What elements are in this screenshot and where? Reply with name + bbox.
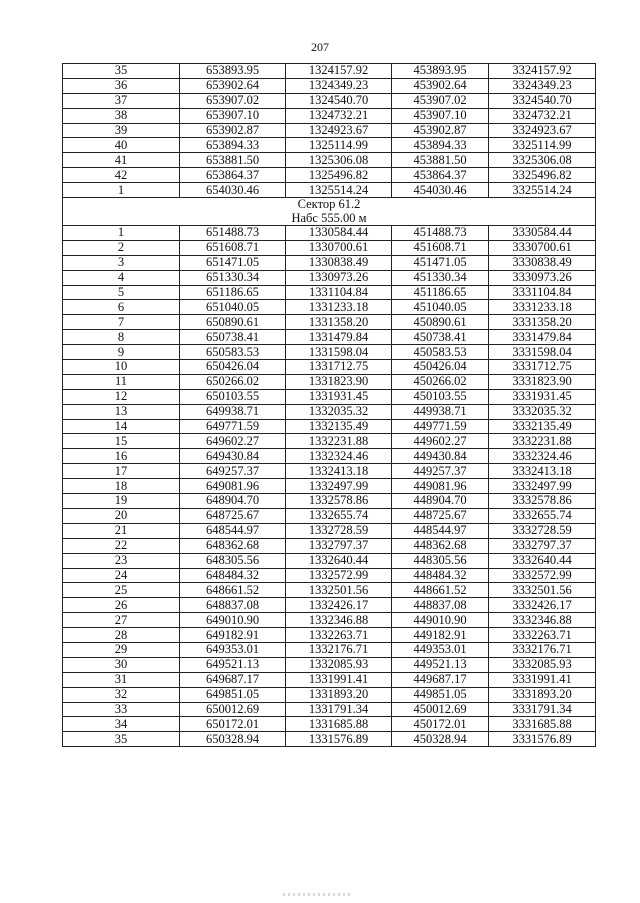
y-local-cell: 1330838.49 [286, 255, 392, 270]
point-number-cell: 24 [63, 568, 180, 583]
point-number-cell: 38 [63, 108, 180, 123]
x-alt-cell: 450172.01 [392, 717, 489, 732]
y-local-cell: 1332640.44 [286, 553, 392, 568]
x-local-cell: 649081.96 [180, 479, 286, 494]
y-local-cell: 1332655.74 [286, 508, 392, 523]
x-local-cell: 648362.68 [180, 538, 286, 553]
table-row [63, 108, 596, 123]
point-number-cell: 35 [63, 732, 180, 747]
y-local-cell: 1331685.88 [286, 717, 392, 732]
y-local-cell: 1331598.04 [286, 345, 392, 360]
point-number-cell: 20 [63, 508, 180, 523]
coordinates-table [62, 63, 596, 747]
y-local-cell: 1332085.93 [286, 657, 392, 672]
x-local-cell: 648305.56 [180, 553, 286, 568]
table-row [63, 657, 596, 672]
y-alt-cell: 3331931.45 [489, 389, 596, 404]
x-local-cell: 650266.02 [180, 374, 286, 389]
y-local-cell: 1331233.18 [286, 300, 392, 315]
table-row [63, 717, 596, 732]
y-alt-cell: 3324540.70 [489, 93, 596, 108]
table-row [63, 508, 596, 523]
x-local-cell: 653881.50 [180, 153, 286, 168]
x-alt-cell: 451186.65 [392, 285, 489, 300]
y-alt-cell: 3330584.44 [489, 226, 596, 241]
y-alt-cell: 3332263.71 [489, 628, 596, 643]
x-alt-cell: 448837.08 [392, 598, 489, 613]
y-local-cell: 1332501.56 [286, 583, 392, 598]
x-local-cell: 650012.69 [180, 702, 286, 717]
x-alt-cell: 448484.32 [392, 568, 489, 583]
x-alt-cell: 450103.55 [392, 389, 489, 404]
x-alt-cell: 449851.05 [392, 687, 489, 702]
y-local-cell: 1331358.20 [286, 315, 392, 330]
y-local-cell: 1332176.71 [286, 642, 392, 657]
x-alt-cell: 453902.64 [392, 78, 489, 93]
scan-artifact [283, 893, 353, 896]
table-row [63, 479, 596, 494]
y-local-cell: 1332572.99 [286, 568, 392, 583]
x-alt-cell: 450266.02 [392, 374, 489, 389]
table-row [63, 598, 596, 613]
y-local-cell: 1324540.70 [286, 93, 392, 108]
x-local-cell: 651186.65 [180, 285, 286, 300]
table-row [63, 732, 596, 747]
point-number-cell: 41 [63, 153, 180, 168]
x-alt-cell: 450328.94 [392, 732, 489, 747]
table-row [63, 93, 596, 108]
x-local-cell: 649687.17 [180, 672, 286, 687]
y-alt-cell: 3332501.56 [489, 583, 596, 598]
point-number-cell: 1 [63, 183, 180, 198]
y-local-cell: 1332413.18 [286, 464, 392, 479]
point-number-cell: 25 [63, 583, 180, 598]
y-local-cell: 1324157.92 [286, 64, 392, 79]
point-number-cell: 8 [63, 330, 180, 345]
table-row [63, 345, 596, 360]
y-alt-cell: 3324157.92 [489, 64, 596, 79]
y-local-cell: 1330973.26 [286, 270, 392, 285]
x-alt-cell: 449430.84 [392, 449, 489, 464]
table-row [63, 360, 596, 375]
x-alt-cell: 453907.02 [392, 93, 489, 108]
point-number-cell: 21 [63, 523, 180, 538]
y-alt-cell: 3324732.21 [489, 108, 596, 123]
sector-elevation: Набс 555.00 м [291, 210, 367, 225]
y-alt-cell: 3325114.99 [489, 138, 596, 153]
y-local-cell: 1325514.24 [286, 183, 392, 198]
table-row [63, 419, 596, 434]
point-number-cell: 14 [63, 419, 180, 434]
table-row [63, 168, 596, 183]
x-alt-cell: 451040.05 [392, 300, 489, 315]
x-alt-cell: 453864.37 [392, 168, 489, 183]
y-alt-cell: 3332035.32 [489, 404, 596, 419]
point-number-cell: 30 [63, 657, 180, 672]
point-number-cell: 11 [63, 374, 180, 389]
x-alt-cell: 449353.01 [392, 642, 489, 657]
table-row [63, 494, 596, 509]
y-alt-cell: 3324923.67 [489, 123, 596, 138]
x-local-cell: 653902.64 [180, 78, 286, 93]
x-local-cell: 653907.02 [180, 93, 286, 108]
y-alt-cell: 3324349.23 [489, 78, 596, 93]
y-local-cell: 1332346.88 [286, 613, 392, 628]
table-row [63, 78, 596, 93]
x-alt-cell: 453902.87 [392, 123, 489, 138]
y-alt-cell: 3332426.17 [489, 598, 596, 613]
point-number-cell: 29 [63, 642, 180, 657]
point-number-cell: 35 [63, 64, 180, 79]
y-alt-cell: 3330973.26 [489, 270, 596, 285]
x-local-cell: 654030.46 [180, 183, 286, 198]
y-alt-cell: 3331576.89 [489, 732, 596, 747]
point-number-cell: 16 [63, 449, 180, 464]
y-alt-cell: 3325306.08 [489, 153, 596, 168]
table-row [63, 226, 596, 241]
x-alt-cell: 451608.71 [392, 240, 489, 255]
x-local-cell: 653894.33 [180, 138, 286, 153]
x-local-cell: 651040.05 [180, 300, 286, 315]
y-alt-cell: 3325496.82 [489, 168, 596, 183]
x-local-cell: 651488.73 [180, 226, 286, 241]
point-number-cell: 10 [63, 360, 180, 375]
x-local-cell: 651608.71 [180, 240, 286, 255]
x-local-cell: 649771.59 [180, 419, 286, 434]
x-local-cell: 651330.34 [180, 270, 286, 285]
x-local-cell: 648484.32 [180, 568, 286, 583]
x-alt-cell: 453894.33 [392, 138, 489, 153]
x-local-cell: 650583.53 [180, 345, 286, 360]
y-alt-cell: 3331991.41 [489, 672, 596, 687]
y-local-cell: 1330584.44 [286, 226, 392, 241]
y-local-cell: 1332035.32 [286, 404, 392, 419]
y-local-cell: 1331576.89 [286, 732, 392, 747]
y-local-cell: 1332231.88 [286, 434, 392, 449]
x-local-cell: 649430.84 [180, 449, 286, 464]
y-alt-cell: 3332176.71 [489, 642, 596, 657]
x-local-cell: 653902.87 [180, 123, 286, 138]
x-alt-cell: 451471.05 [392, 255, 489, 270]
table-row [63, 330, 596, 345]
x-alt-cell: 449182.91 [392, 628, 489, 643]
x-local-cell: 648661.52 [180, 583, 286, 598]
table-row [63, 464, 596, 479]
point-number-cell: 6 [63, 300, 180, 315]
x-alt-cell: 448362.68 [392, 538, 489, 553]
sector-header-section [63, 198, 596, 226]
table-row [63, 374, 596, 389]
x-alt-cell: 449010.90 [392, 613, 489, 628]
y-alt-cell: 3331893.20 [489, 687, 596, 702]
x-local-cell: 649521.13 [180, 657, 286, 672]
coordinates-section-2 [63, 226, 596, 747]
y-local-cell: 1331931.45 [286, 389, 392, 404]
x-alt-cell: 450426.04 [392, 360, 489, 375]
point-number-cell: 40 [63, 138, 180, 153]
x-local-cell: 650103.55 [180, 389, 286, 404]
point-number-cell: 22 [63, 538, 180, 553]
x-alt-cell: 449938.71 [392, 404, 489, 419]
x-local-cell: 649602.27 [180, 434, 286, 449]
y-local-cell: 1324732.21 [286, 108, 392, 123]
x-alt-cell: 450738.41 [392, 330, 489, 345]
table-row [63, 123, 596, 138]
table-row [63, 153, 596, 168]
sector-title: Сектор 61.2 [297, 197, 361, 212]
y-alt-cell: 3332346.88 [489, 613, 596, 628]
table-row [63, 315, 596, 330]
x-alt-cell: 453907.10 [392, 108, 489, 123]
y-local-cell: 1330700.61 [286, 240, 392, 255]
y-local-cell: 1332797.37 [286, 538, 392, 553]
y-alt-cell: 3332497.99 [489, 479, 596, 494]
x-local-cell: 653907.10 [180, 108, 286, 123]
x-local-cell: 649938.71 [180, 404, 286, 419]
x-local-cell: 649182.91 [180, 628, 286, 643]
x-alt-cell: 451330.34 [392, 270, 489, 285]
y-local-cell: 1325496.82 [286, 168, 392, 183]
point-number-cell: 18 [63, 479, 180, 494]
y-alt-cell: 3331712.75 [489, 360, 596, 375]
point-number-cell: 27 [63, 613, 180, 628]
y-alt-cell: 3332572.99 [489, 568, 596, 583]
table-row [63, 285, 596, 300]
x-local-cell: 650328.94 [180, 732, 286, 747]
sector-header [63, 198, 596, 226]
x-alt-cell: 451488.73 [392, 226, 489, 241]
y-alt-cell: 3331685.88 [489, 717, 596, 732]
y-alt-cell: 3332135.49 [489, 419, 596, 434]
x-alt-cell: 449687.17 [392, 672, 489, 687]
x-alt-cell: 450583.53 [392, 345, 489, 360]
table-row [63, 240, 596, 255]
x-local-cell: 648837.08 [180, 598, 286, 613]
y-local-cell: 1332263.71 [286, 628, 392, 643]
table-row [63, 404, 596, 419]
y-alt-cell: 3332413.18 [489, 464, 596, 479]
x-alt-cell: 449521.13 [392, 657, 489, 672]
table-row [63, 613, 596, 628]
x-local-cell: 649010.90 [180, 613, 286, 628]
x-alt-cell: 450012.69 [392, 702, 489, 717]
point-number-cell: 7 [63, 315, 180, 330]
y-alt-cell: 3331479.84 [489, 330, 596, 345]
x-local-cell: 649257.37 [180, 464, 286, 479]
y-local-cell: 1331893.20 [286, 687, 392, 702]
x-local-cell: 650426.04 [180, 360, 286, 375]
y-alt-cell: 3332324.46 [489, 449, 596, 464]
table-row [63, 568, 596, 583]
x-alt-cell: 449081.96 [392, 479, 489, 494]
point-number-cell: 9 [63, 345, 180, 360]
y-alt-cell: 3330838.49 [489, 255, 596, 270]
y-local-cell: 1332324.46 [286, 449, 392, 464]
table-row [63, 255, 596, 270]
table-row [63, 183, 596, 198]
table-row [63, 523, 596, 538]
x-alt-cell: 453881.50 [392, 153, 489, 168]
x-alt-cell: 448305.56 [392, 553, 489, 568]
y-local-cell: 1324923.67 [286, 123, 392, 138]
x-local-cell: 653893.95 [180, 64, 286, 79]
point-number-cell: 28 [63, 628, 180, 643]
page-number: 207 [311, 40, 329, 54]
table-row [63, 583, 596, 598]
y-alt-cell: 3332578.86 [489, 494, 596, 509]
y-alt-cell: 3332797.37 [489, 538, 596, 553]
y-local-cell: 1325114.99 [286, 138, 392, 153]
y-alt-cell: 3332728.59 [489, 523, 596, 538]
y-alt-cell: 3331791.34 [489, 702, 596, 717]
y-alt-cell: 3332231.88 [489, 434, 596, 449]
y-alt-cell: 3331104.84 [489, 285, 596, 300]
table-row [63, 138, 596, 153]
y-local-cell: 1332497.99 [286, 479, 392, 494]
point-number-cell: 37 [63, 93, 180, 108]
point-number-cell: 32 [63, 687, 180, 702]
y-alt-cell: 3332655.74 [489, 508, 596, 523]
point-number-cell: 33 [63, 702, 180, 717]
y-alt-cell: 3331823.90 [489, 374, 596, 389]
table-row [63, 702, 596, 717]
x-alt-cell: 450890.61 [392, 315, 489, 330]
point-number-cell: 1 [63, 226, 180, 241]
y-local-cell: 1331479.84 [286, 330, 392, 345]
y-local-cell: 1331991.41 [286, 672, 392, 687]
point-number-cell: 4 [63, 270, 180, 285]
x-local-cell: 650890.61 [180, 315, 286, 330]
x-alt-cell: 449602.27 [392, 434, 489, 449]
table-row [63, 389, 596, 404]
x-local-cell: 650172.01 [180, 717, 286, 732]
point-number-cell: 15 [63, 434, 180, 449]
x-local-cell: 648904.70 [180, 494, 286, 509]
y-alt-cell: 3331233.18 [489, 300, 596, 315]
table-row [63, 687, 596, 702]
table-row [63, 300, 596, 315]
table-row [63, 642, 596, 657]
table-row [63, 434, 596, 449]
table-row [63, 672, 596, 687]
x-local-cell: 648725.67 [180, 508, 286, 523]
y-local-cell: 1332135.49 [286, 419, 392, 434]
x-alt-cell: 449257.37 [392, 464, 489, 479]
y-local-cell: 1331791.34 [286, 702, 392, 717]
x-alt-cell: 448661.52 [392, 583, 489, 598]
x-local-cell: 648544.97 [180, 523, 286, 538]
x-local-cell: 649353.01 [180, 642, 286, 657]
x-alt-cell: 448725.67 [392, 508, 489, 523]
point-number-cell: 31 [63, 672, 180, 687]
y-local-cell: 1332728.59 [286, 523, 392, 538]
y-local-cell: 1331823.90 [286, 374, 392, 389]
y-local-cell: 1332426.17 [286, 598, 392, 613]
x-local-cell: 653864.37 [180, 168, 286, 183]
y-local-cell: 1331712.75 [286, 360, 392, 375]
point-number-cell: 39 [63, 123, 180, 138]
y-alt-cell: 3331358.20 [489, 315, 596, 330]
sector-header-row [63, 198, 596, 226]
point-number-cell: 5 [63, 285, 180, 300]
table-row [63, 628, 596, 643]
x-alt-cell: 453893.95 [392, 64, 489, 79]
y-alt-cell: 3325514.24 [489, 183, 596, 198]
x-alt-cell: 454030.46 [392, 183, 489, 198]
y-local-cell: 1324349.23 [286, 78, 392, 93]
point-number-cell: 2 [63, 240, 180, 255]
x-alt-cell: 448904.70 [392, 494, 489, 509]
point-number-cell: 17 [63, 464, 180, 479]
x-alt-cell: 448544.97 [392, 523, 489, 538]
point-number-cell: 34 [63, 717, 180, 732]
y-alt-cell: 3332640.44 [489, 553, 596, 568]
point-number-cell: 36 [63, 78, 180, 93]
point-number-cell: 19 [63, 494, 180, 509]
x-local-cell: 649851.05 [180, 687, 286, 702]
point-number-cell: 26 [63, 598, 180, 613]
point-number-cell: 12 [63, 389, 180, 404]
point-number-cell: 3 [63, 255, 180, 270]
table-row [63, 538, 596, 553]
coordinates-section-1 [63, 64, 596, 198]
y-local-cell: 1332578.86 [286, 494, 392, 509]
table-row [63, 553, 596, 568]
y-alt-cell: 3331598.04 [489, 345, 596, 360]
point-number-cell: 42 [63, 168, 180, 183]
point-number-cell: 13 [63, 404, 180, 419]
x-local-cell: 651471.05 [180, 255, 286, 270]
point-number-cell: 23 [63, 553, 180, 568]
y-alt-cell: 3332085.93 [489, 657, 596, 672]
y-alt-cell: 3330700.61 [489, 240, 596, 255]
table-row [63, 270, 596, 285]
x-local-cell: 650738.41 [180, 330, 286, 345]
y-local-cell: 1331104.84 [286, 285, 392, 300]
table-row [63, 64, 596, 79]
table-row [63, 449, 596, 464]
x-alt-cell: 449771.59 [392, 419, 489, 434]
y-local-cell: 1325306.08 [286, 153, 392, 168]
